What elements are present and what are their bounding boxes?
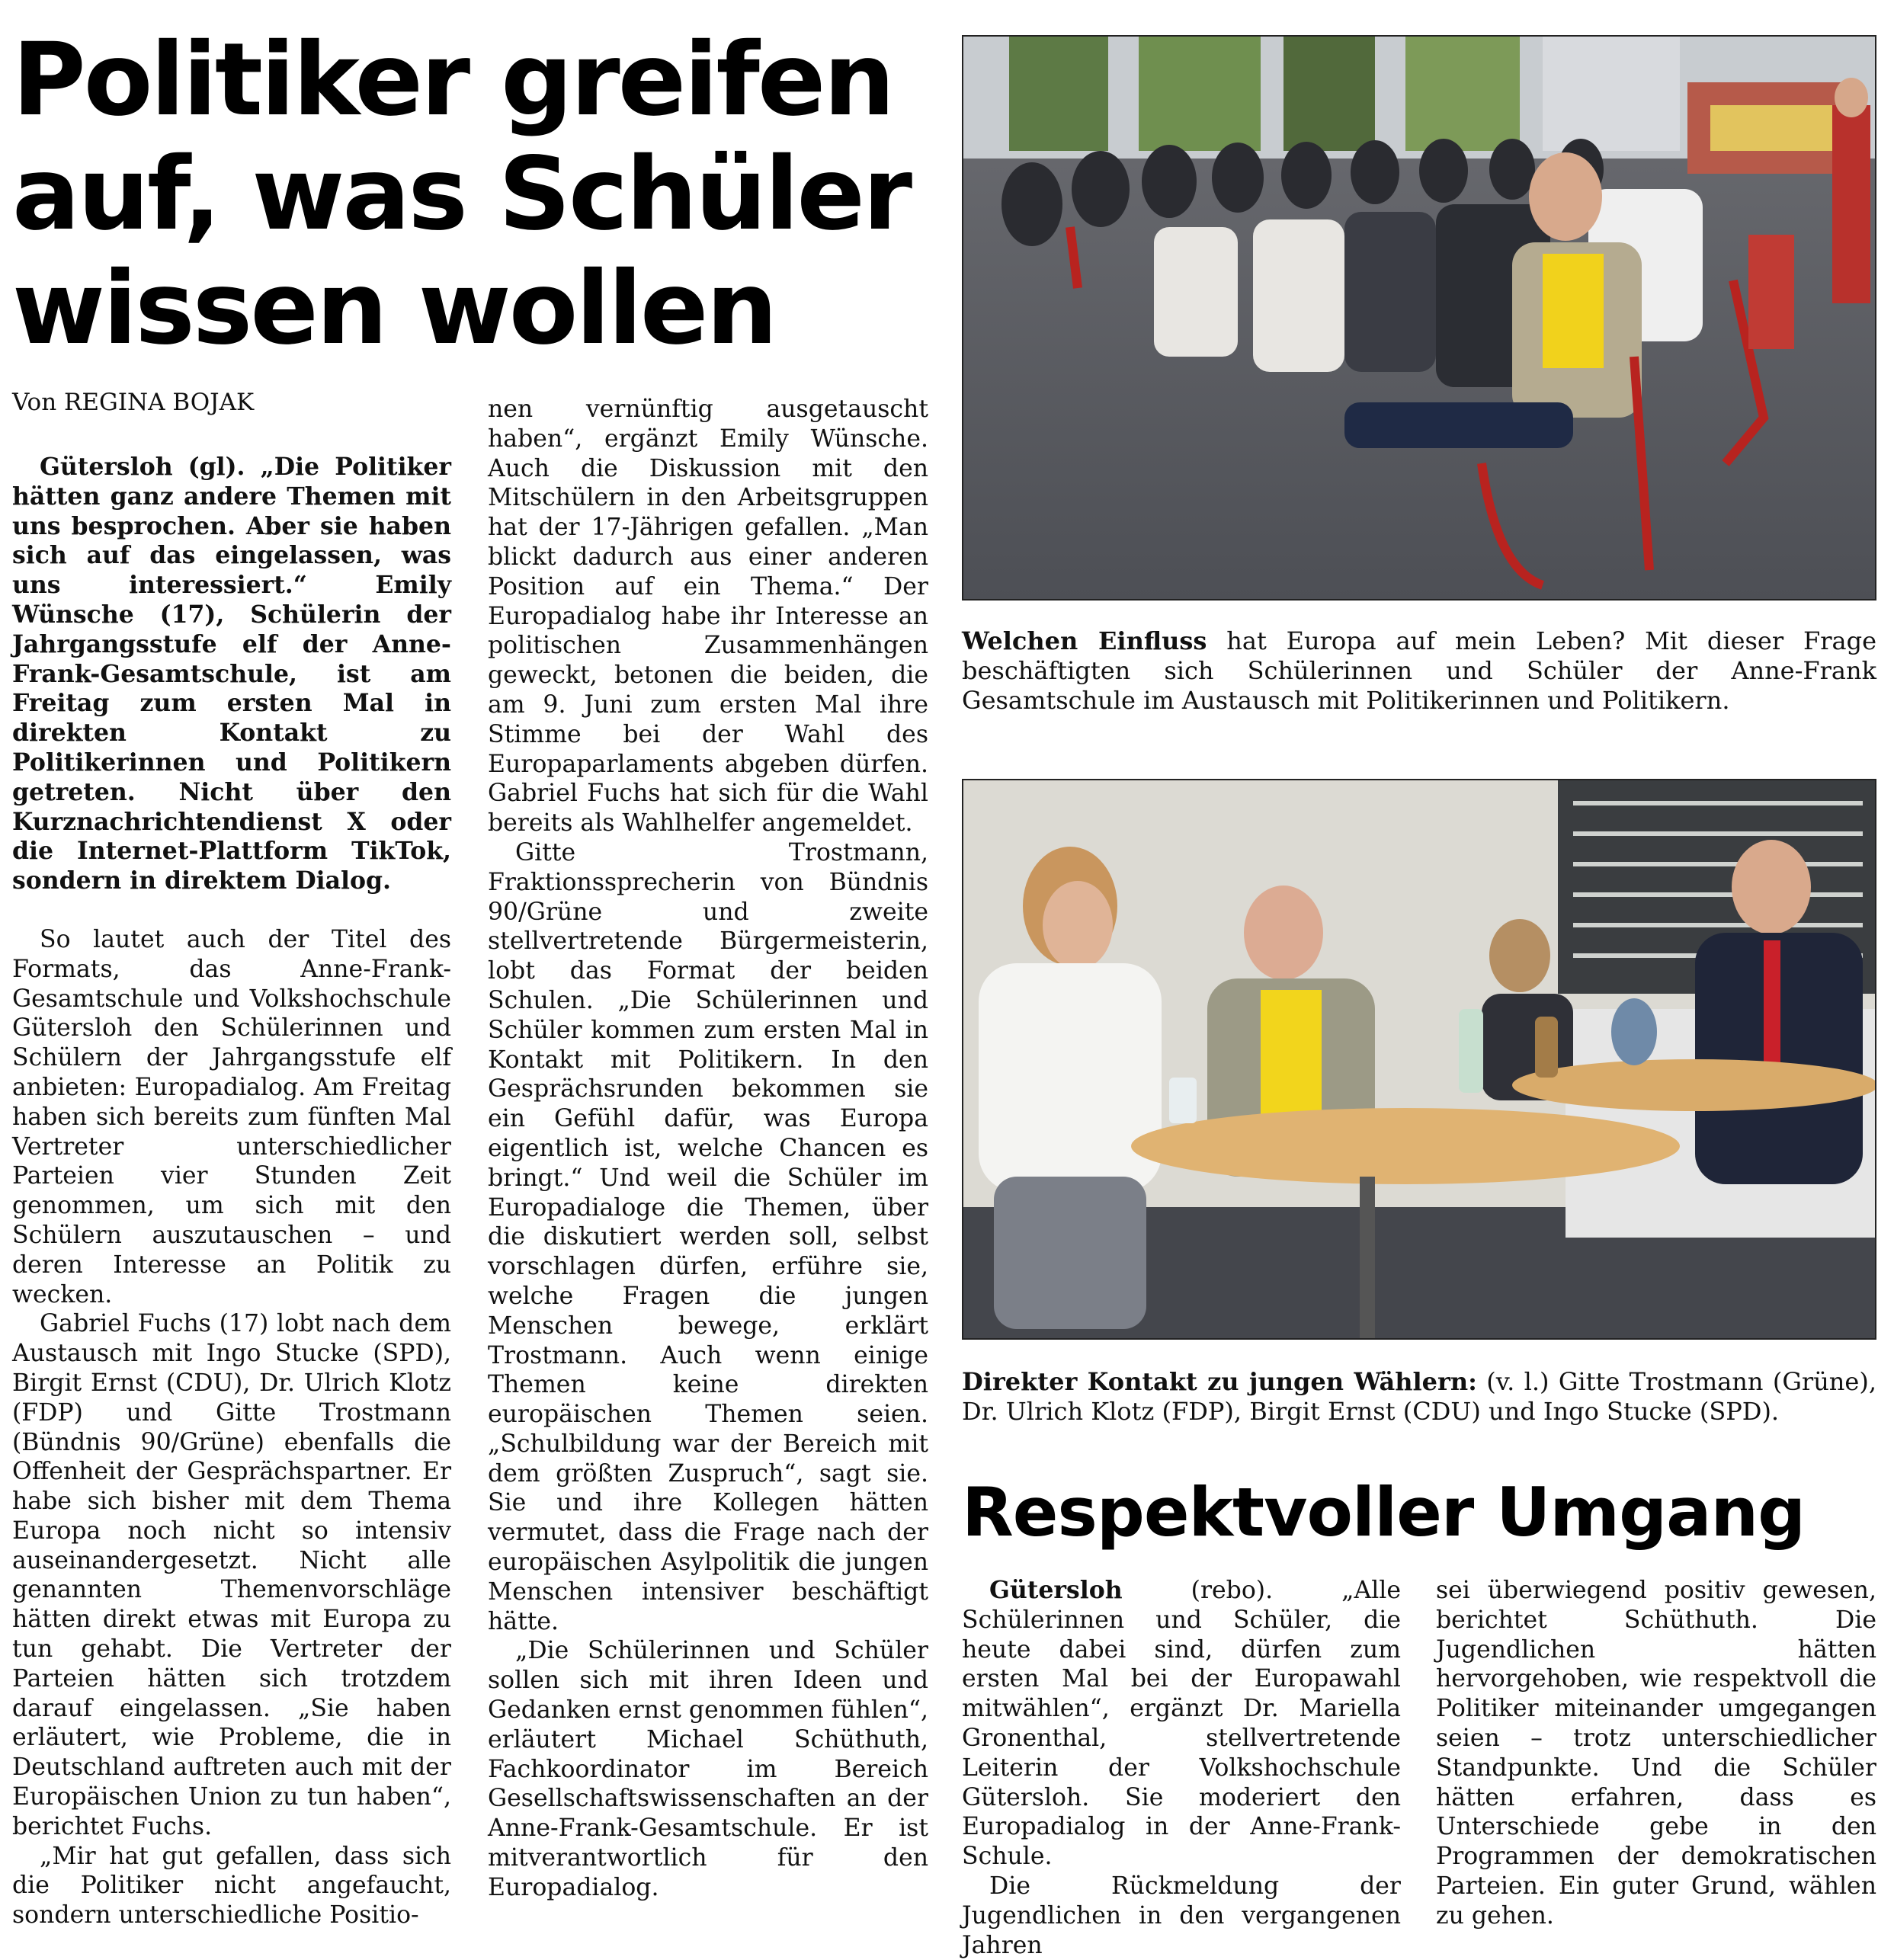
paragraph: Die Rückmeldung der Jugendlichen in den vergangenen Jahren (962, 1872, 1401, 1959)
paragraph (962, 1576, 1401, 1872)
photo-panel-image (963, 780, 1875, 1338)
paragraph: nen vernünftig ausgetauscht haben“, ergänzt Emily Wünsche. Auch die Diskussion mit den Mitschülern in den Arbeitsgruppen hat der 17-Jährigen gefallen. „Man blickt dadurch aus einer anderen Position auf ein Thema.“ Der Europadialog habe ihr Interesse an politischen Zusammenhängen geweckt, betonen die beiden, die am 9. Juni zum ersten Mal ihre Stimme bei der Wahl des Europaparlaments abgeben dürfen. Gabriel Fuchs hat sich für die Wahl bereits als Wahlhelfer angemeldet. (488, 396, 928, 837)
sidebar-text: (rebo). „Alle Schülerinnen und Schüler, die heute dabei sind, dürfen zum ersten Mal bei der Europawahl mitwählen“, ergänzt Dr. Mariella Gronenthal, stellvertretende Leiterin der Volkshochschule Gütersloh. Sie moderiert den Europadialog in der Anne-Frank-Schule. (962, 1577, 1401, 1871)
headline-line-2: auf, was Schüler (12, 136, 911, 253)
paragraph: „Mir hat gut gefallen, dass sich die Politiker nicht angefaucht, sondern unterschiedliche Positio- (12, 1842, 451, 1930)
photo-audience-caption (962, 626, 1876, 716)
sidebar-column-2 (1436, 1576, 1876, 1931)
headline-line-1: Politiker greifen (12, 21, 893, 139)
sidebar-headline: Respektvoller Umgang (962, 1473, 1806, 1552)
sidebar-dateline: Gütersloh (989, 1576, 1123, 1604)
lead-paragraph (12, 453, 451, 896)
paragraph: sei überwiegend positiv gewesen, berichtet Schüthuth. Die Jugendlichen hätten hervorgehoben, wie respektvoll die Politiker miteinander umgegangen seien – trotz unterschiedlicher Standpunkte. Und die Schüler hätten erfahren, dass es Unterschiede gebe in den Programmen der demokratischen Parteien. Ein guter Grund, wählen zu gehen. (1436, 1577, 1876, 1930)
photo-panel-caption (962, 1367, 1876, 1427)
paragraph: „Die Schülerinnen und Schüler sollen sich mit ihren Ideen und Gedanken ernst genommen fühlen“, erläutert Michael Schüthuth, Fachkoordinator im Bereich Gesellschaftswissenschaften an der Anne-Frank-Gesamtschule. Er ist mitverantwortlich für den Europadialog. (488, 1637, 928, 1901)
article-column-1 (12, 453, 451, 1930)
photo-audience (962, 35, 1876, 600)
caption-lead: Direkter Kontakt zu jungen Wählern: (962, 1367, 1477, 1396)
caption-lead: Welchen Einfluss (962, 626, 1207, 655)
lead-text: „Die Politiker hätten ganz andere Themen mit uns besprochen. Aber sie haben sich auf das eingelassen, was uns interessiert.“ Emily Wünsche (17), Schülerin der Jahrgangsstufe elf der Anne-Frank-Gesamtschule, ist am Freitag zum ersten Mal in direkten Kontakt zu Politikerinnen und Politikern getreten. Nicht über den Kurznachrichtendienst X oder die Internet-Plattform TikTok, sondern in direktem Dialog. (12, 453, 451, 895)
photo-audience-image (963, 37, 1875, 599)
dateline: Gütersloh (gl). (40, 453, 245, 481)
paragraph: So lautet auch der Titel des Formats, das Anne-Frank-Gesamtschule und Volkshochschule Gütersloh den Schülerinnen und Schülern der Jahrgangsstufe elf anbieten: Europadialog. Am Freitag haben sich bereits zum fünften Mal Vertreter unterschiedlicher Parteien vier Stunden Zeit genommen, um sich mit den Schülern auszutauschen – und deren Interesse an Politik zu wecken. (12, 925, 451, 1308)
paragraph: Gitte Trostmann, Fraktionssprecherin von Bündnis 90/Grüne und zweite stellvertretende Bürgermeisterin, lobt das Format der beiden Schulen. „Die Schülerinnen und Schüler kommen zum ersten Mal in Kontakt mit Politikern. In den Gesprächsrunden bekommen sie ein Gefühl dafür, was Europa eigentlich ist, welche Chancen es bringt.“ Und weil die Schüler im Europadialoge die Themen, über die diskutiert werden soll, selbst vorschlagen dürfen, erführe sie, welche Fragen die jungen Menschen bewege, erklärt Trostmann. Auch wenn einige Themen keine direkten europäischen Themen seien. „Schulbildung war der Bereich mit dem größten Zuspruch“, sagt sie. Sie und ihre Kollegen hätten vermutet, dass die Frage nach der europäischen Asylpolitik die jungen Menschen intensiver beschäftigt hätte. (488, 838, 928, 1635)
caption-text: hat Europa auf mein Leben? Mit dieser Frage beschäftigten sich Schülerinnen und Schüler der Anne-Frank Gesamtschule im Austausch mit Politikerinnen und Politikern. (962, 626, 1876, 715)
main-headline (12, 23, 942, 366)
caption-text: (v. l.) Gitte Trostmann (Grüne), Dr. Ulrich Klotz (FDP), Birgit Ernst (CDU) und Ingo Stucke (SPD). (962, 1367, 1877, 1426)
paragraph: Gabriel Fuchs (17) lobt nach dem Austausch mit Ingo Stucke (SPD), Birgit Ernst (CDU), Dr. Ulrich Klotz (FDP) und Gitte Trostmann (Bündnis 90/Grüne) ebenfalls die Offenheit der Gesprächspartner. Er habe sich bisher mit dem Thema Europa noch nicht so intensiv auseinandergesetzt. Nicht alle genannten Themenvorschläge hätten direkt etwas mit Europa zu tun gehabt. Die Vertreter der Parteien hätten sich trotzdem darauf eingelassen. „Sie haben erläutert, wie Probleme, die in Deutschland auftreten auch mit der Europäischen Union zu tun haben“, berichtet Fuchs. (12, 1310, 451, 1840)
byline: Von REGINA BOJAK (12, 389, 255, 416)
photo-panel (962, 779, 1876, 1340)
article-column-2 (488, 395, 928, 1903)
headline-line-3: wissen wollen (12, 250, 776, 367)
sidebar-column-1 (962, 1576, 1401, 1960)
